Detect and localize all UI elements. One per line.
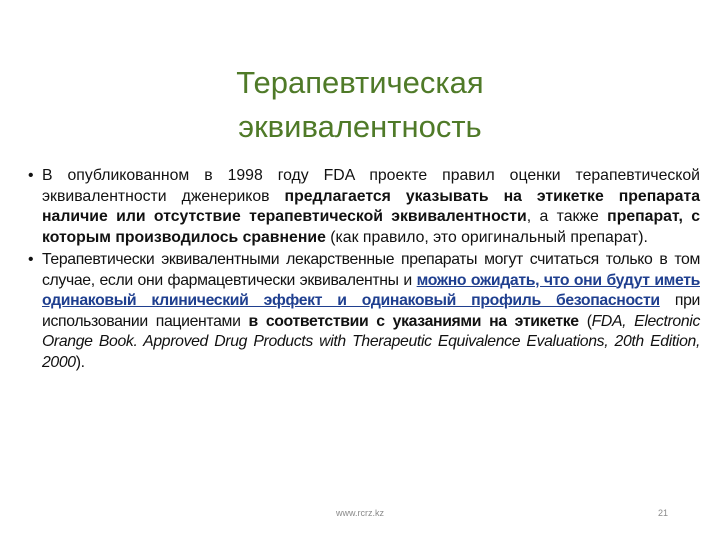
bullet-dot: • — [28, 251, 34, 268]
bullet2-citation: FDA, Electronic Orange Book. Approved Drug Products with Therapeutic Equivalence Evaluations, 20th Edition, 2000 — [42, 312, 701, 371]
bullet-item-1 — [28, 166, 700, 248]
bullet1-bold-2: препарат, с которым производилось сравнение — [42, 208, 700, 246]
footer-url: www.rcrz.kz — [336, 508, 384, 518]
bullet2-part-1: Терапевтически эквивалентными лекарственные препараты могут считаться только в том случае, если они фармацевтически эквивалентны и — [42, 251, 700, 289]
bullet2-part-2: при использовании пациентами — [42, 292, 700, 330]
slide-title — [0, 61, 720, 149]
bullet1-part-1: В опубликованном в 1998 году FDA проекте правил оценки терапевтической эквивалентности дженериков — [42, 167, 700, 205]
bullet2-bold: в соответствии с указаниями на этикетке — [248, 312, 579, 330]
bullet-dot: • — [28, 167, 34, 184]
bullet1-part-2: , а также — [526, 208, 608, 225]
bullet-text-2 — [42, 250, 700, 373]
slide-body — [28, 166, 700, 373]
title-line-1: Терапевтическая — [236, 64, 484, 100]
bullet-item-2 — [28, 250, 700, 373]
bullet2-part-3: ( — [578, 312, 592, 330]
bullet1-bold-1: предлагается указывать на этикетке препарата наличие или отсутствие терапевтической эквивалентности — [42, 187, 700, 225]
page-number: 21 — [657, 508, 668, 518]
bullet2-part-4: ). — [75, 353, 85, 371]
bullet-text-1 — [42, 166, 700, 248]
bullet2-emphasis-blue: можно ожидать, что они будут иметь одинаковый клинический эффект и одинаковый профиль безопасности — [42, 271, 700, 309]
title-line-2: эквивалентность — [238, 108, 482, 144]
bullet1-part-3: (как правило, это оригинальный препарат). — [325, 228, 648, 246]
